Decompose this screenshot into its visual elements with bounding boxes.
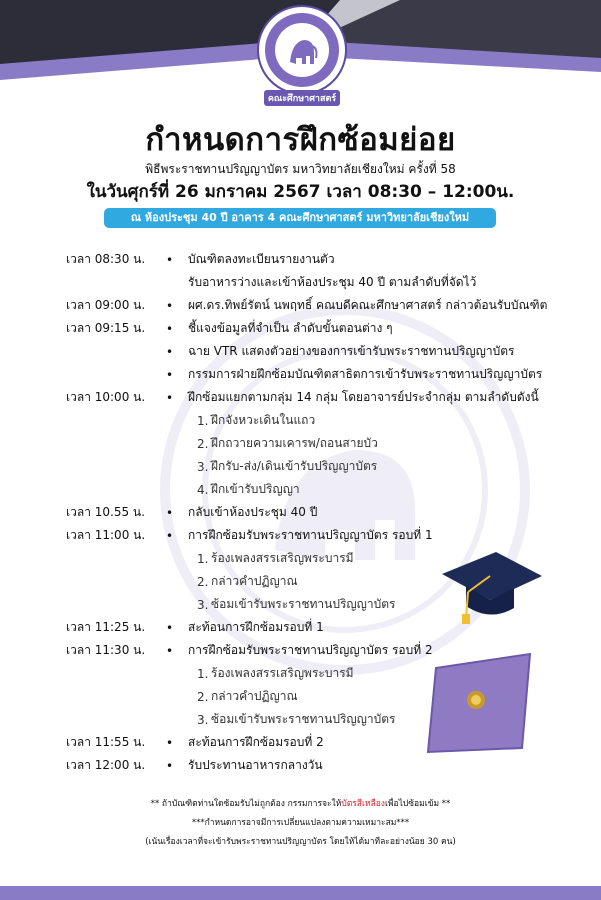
schedule-row xyxy=(66,271,566,294)
schedule-text: กลับเข้าห้องประชุม 40 ปี xyxy=(188,505,318,519)
step-number: 3. xyxy=(197,597,209,612)
schedule-row xyxy=(66,317,566,340)
schedule-text: ฝึกซ้อมแยกตามกลุ่ม 14 กลุ่ม โดยอาจารย์ประจำกลุ่ม ตามลำดับดังนี้ xyxy=(188,390,539,404)
schedule-text: การฝึกซ้อมรับพระราชทานปริญญาบัตร รอบที่ 2 xyxy=(188,643,433,657)
logo-ribbon-text: คณะศึกษาศาสตร์ xyxy=(267,94,337,104)
schedule-time: เวลา 09:00 น. xyxy=(66,298,146,312)
bullet-icon: • xyxy=(166,505,174,520)
schedule-text: รับอาหารว่างและเข้าห้องประชุม 40 ปี ตามลำดับที่จัดไว้ xyxy=(188,275,477,289)
schedule-row xyxy=(66,340,566,363)
bullet-icon: • xyxy=(166,758,174,773)
notes xyxy=(0,795,601,852)
schedule-row xyxy=(66,363,566,386)
step-number: 3. xyxy=(197,459,209,474)
schedule-text: ชี้แจงข้อมูลที่จำเป็น ลำดับขั้นตอนต่าง ๆ xyxy=(188,321,393,335)
step-number: 3. xyxy=(197,712,209,727)
note-timing: (เน้นเรื่องเวลาที่จะเข้ารับพระราชทานปริญญาบัตร โดยให้ได้มาทีละอย่างน้อย 30 คน) xyxy=(145,837,456,847)
note-yellow-card: ** ถ้าบัณฑิตท่านใดซ้อมรับไม่ถูกต้อง กรรมการจะให้บัตรสีเหลืองเพื่อไปซ้อมเข้ม ** xyxy=(150,799,451,809)
step-text: ร้องเพลงสรรเสริญพระบารมี xyxy=(211,551,354,565)
schedule-row xyxy=(66,501,566,524)
step-text: กล่าวคำปฏิญาณ xyxy=(211,689,298,703)
bullet-icon: • xyxy=(166,321,174,336)
schedule-text: บัณฑิตลงทะเบียนรายงานตัว xyxy=(188,252,335,266)
schedule-text: ผศ.ดร.ทิพย์รัตน์ นพฤทธิ์ คณบดีคณะศึกษาศาสตร์ กล่าวต้อนรับบัณฑิต xyxy=(188,298,548,312)
page-title: กำหนดการฝึกซ้อมย่อย xyxy=(145,122,456,158)
bullet-icon: • xyxy=(166,643,174,658)
yellow-card-emphasis: บัตรสีเหลือง xyxy=(341,799,385,809)
schedule-row xyxy=(66,248,566,271)
graduation-cap-icon xyxy=(440,548,544,628)
bullet-icon: • xyxy=(166,252,174,267)
schedule-time: เวลา 11:00 น. xyxy=(66,528,146,542)
schedule-text: สะท้อนการฝึกซ้อมรอบที่ 2 xyxy=(188,735,324,749)
step-number: 2. xyxy=(197,689,209,704)
step-text: ฝึกเข้ารับปริญญา xyxy=(211,482,300,496)
schedule-row xyxy=(66,478,566,501)
schedule-time: เวลา 11:55 น. xyxy=(66,735,146,749)
schedule-text: สะท้อนการฝึกซ้อมรอบที่ 1 xyxy=(188,620,324,634)
step-text: กล่าวคำปฏิญาณ xyxy=(211,574,298,588)
schedule-row xyxy=(66,386,566,409)
step-text: ฝึกถวายความเคารพ/ถอนสายบัว xyxy=(211,436,378,450)
schedule-time: เวลา 09:15 น. xyxy=(66,321,146,335)
schedule-text: รับประทานอาหารกลางวัน xyxy=(188,758,323,772)
step-number: 2. xyxy=(197,574,209,589)
step-number: 4. xyxy=(197,482,209,497)
step-text: ฝึกรับ-ส่ง/เดินเข้ารับปริญญาบัตร xyxy=(211,459,378,473)
step-text: ซ้อมเข้ารับพระราชทานปริญญาบัตร xyxy=(211,597,396,611)
step-text: ฝึกจังหวะเดินในแถว xyxy=(211,413,316,427)
schedule-time: เวลา 11:25 น. xyxy=(66,620,146,634)
bullet-icon: • xyxy=(166,367,174,382)
bullet-icon: • xyxy=(166,528,174,543)
step-number: 1. xyxy=(197,666,209,681)
step-number: 1. xyxy=(197,551,209,566)
schedule-time: เวลา 08:30 น. xyxy=(66,252,146,266)
schedule-row xyxy=(66,455,566,478)
note-subject-to-change: ***กำหนดการอาจมีการเปลี่ยนแปลงตามความเหมาะสม*** xyxy=(191,818,410,828)
bullet-icon: • xyxy=(166,390,174,405)
step-number: 2. xyxy=(197,436,209,451)
step-text: ร้องเพลงสรรเสริญพระบารมี xyxy=(211,666,354,680)
schedule-text: กรรมการฝ่ายฝึกซ้อมบัณฑิตสาธิตการเข้ารับพระราชทานปริญญาบัตร xyxy=(188,367,543,381)
schedule-row xyxy=(66,524,566,547)
bullet-icon: • xyxy=(166,735,174,750)
schedule-time: เวลา 10:00 น. xyxy=(66,390,146,404)
schedule-time: เวลา 11:30 น. xyxy=(66,643,146,657)
schedule-time: เวลา 10.55 น. xyxy=(66,505,145,519)
footer-band xyxy=(0,886,601,900)
schedule-text: การฝึกซ้อมรับพระราชทานปริญญาบัตร รอบที่ 1 xyxy=(188,528,433,542)
diploma-folder-icon xyxy=(424,648,532,756)
venue-banner: ณ ห้องประชุม 40 ปี อาคาร 4 คณะศึกษาศาสตร์ มหาวิทยาลัยเชียงใหม่ xyxy=(104,208,496,228)
bullet-icon: • xyxy=(166,620,174,635)
schedule-row xyxy=(66,294,566,317)
step-number: 1. xyxy=(197,413,209,428)
schedule-row xyxy=(66,432,566,455)
event-date: ในวันศุกร์ที่ 26 มกราคม 2567 เวลา 08:30 – 12:00น. xyxy=(86,182,515,202)
schedule-time: เวลา 12:00 น. xyxy=(66,758,146,772)
bullet-icon: • xyxy=(166,298,174,313)
schedule-row xyxy=(66,409,566,432)
bullet-icon: • xyxy=(166,344,174,359)
ceremony-subtitle: พิธีพระราชทานปริญญาบัตร มหาวิทยาลัยเชียงใหม่ ครั้งที่ 58 xyxy=(145,162,456,176)
step-text: ซ้อมเข้ารับพระราชทานปริญญาบัตร xyxy=(211,712,396,726)
schedule-text: ฉาย VTR แสดงตัวอย่างของการเข้ารับพระราชทานปริญญาบัตร xyxy=(188,344,515,358)
schedule-row xyxy=(66,754,566,777)
